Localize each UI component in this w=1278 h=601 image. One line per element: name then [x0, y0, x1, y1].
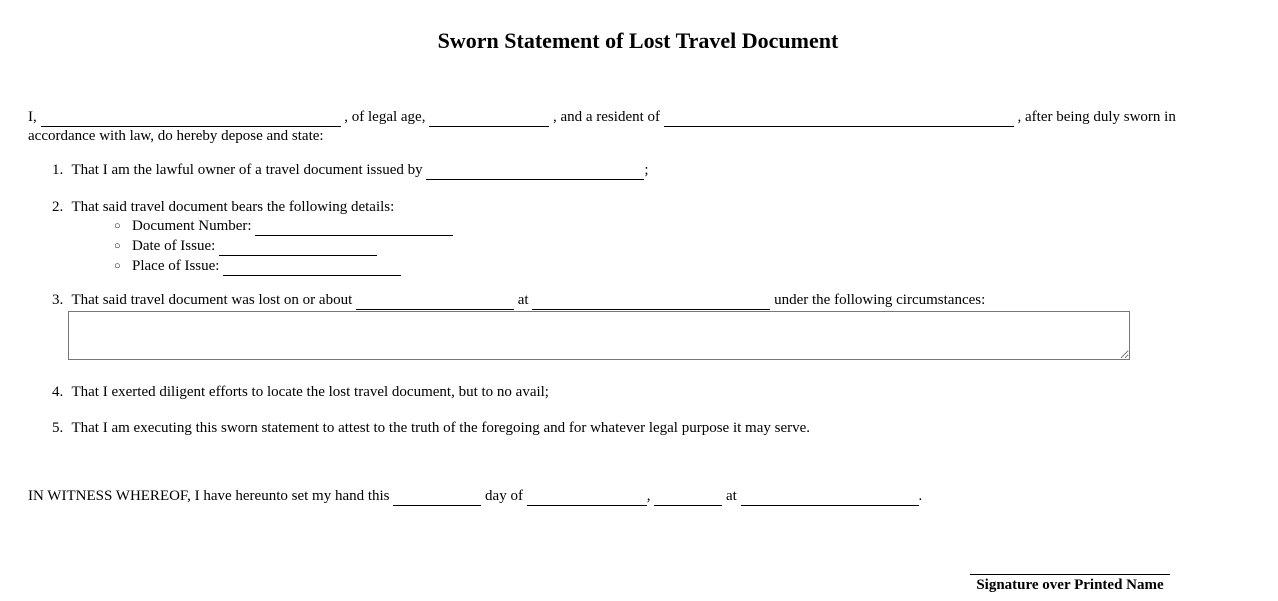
intro-after: , after being duly sworn in accordance with law, do hereby depose and state:	[28, 109, 1176, 144]
intro-legal-age: , of legal age,	[344, 109, 426, 125]
issuer-field[interactable]	[426, 163, 644, 180]
witness-day-of: day of	[485, 488, 523, 504]
detail-label: Date of Issue:	[132, 238, 216, 254]
detail-label: Place of Issue:	[132, 258, 220, 274]
intro-i: I,	[28, 109, 37, 125]
witness-period: .	[918, 488, 923, 504]
item-number: 5.	[52, 420, 64, 436]
circle-bullet-icon: ○	[114, 260, 121, 272]
item-number: 2.	[52, 199, 64, 215]
circumstances-textarea[interactable]	[68, 311, 1130, 360]
lost-date-field[interactable]	[356, 293, 514, 310]
circle-bullet-icon: ○	[114, 240, 121, 252]
details-list	[52, 217, 453, 277]
day-field[interactable]	[393, 489, 481, 506]
detail-place-of-issue	[114, 257, 453, 277]
intro-resident: , and a resident of	[552, 109, 661, 125]
item-text: That I am the lawful owner of a travel document issued by	[71, 162, 423, 178]
item-number: 1.	[52, 162, 64, 178]
document-number-field[interactable]	[255, 219, 453, 236]
detail-label: Document Number:	[132, 218, 252, 234]
page-title: Sworn Statement of Lost Travel Document	[437, 28, 839, 53]
item-text: That said travel document bears the following details:	[71, 199, 395, 215]
witness-comma: ,	[646, 488, 651, 504]
item-after: under the following circumstances:	[774, 292, 986, 308]
item-text: That I exerted diligent efforts to locate the lost travel document, but to no avail;	[71, 384, 549, 400]
witness-lead: IN WITNESS WHEREOF, I have hereunto set my hand this	[28, 488, 390, 504]
witness-paragraph	[28, 487, 922, 506]
place-field[interactable]	[741, 489, 919, 506]
item-2	[52, 198, 453, 277]
signature-label: Signature over Printed Name	[970, 574, 1170, 594]
month-field[interactable]	[527, 489, 647, 506]
year-field[interactable]	[654, 489, 722, 506]
item-4	[52, 383, 549, 402]
name-field[interactable]	[41, 110, 341, 127]
item-text: That said travel document was lost on or about	[71, 292, 353, 308]
item-3	[52, 291, 985, 310]
item-number: 4.	[52, 384, 64, 400]
detail-date-of-issue	[114, 237, 453, 257]
item-1	[52, 161, 649, 180]
date-of-issue-field[interactable]	[219, 239, 377, 256]
residence-field[interactable]	[664, 110, 1014, 127]
item-number: 3.	[52, 292, 64, 308]
item-at: at	[517, 292, 529, 308]
intro-paragraph	[28, 108, 1198, 146]
circle-bullet-icon: ○	[114, 220, 121, 232]
detail-document-number	[114, 217, 453, 237]
witness-at: at	[725, 488, 737, 504]
age-field[interactable]	[429, 110, 549, 127]
place-of-issue-field[interactable]	[223, 259, 401, 276]
item-end: ;	[644, 162, 649, 178]
item-5	[52, 419, 810, 438]
lost-place-field[interactable]	[532, 293, 770, 310]
item-text: That I am executing this sworn statement to attest to the truth of the foregoing and for whatever legal purpose it may serve.	[71, 420, 811, 436]
